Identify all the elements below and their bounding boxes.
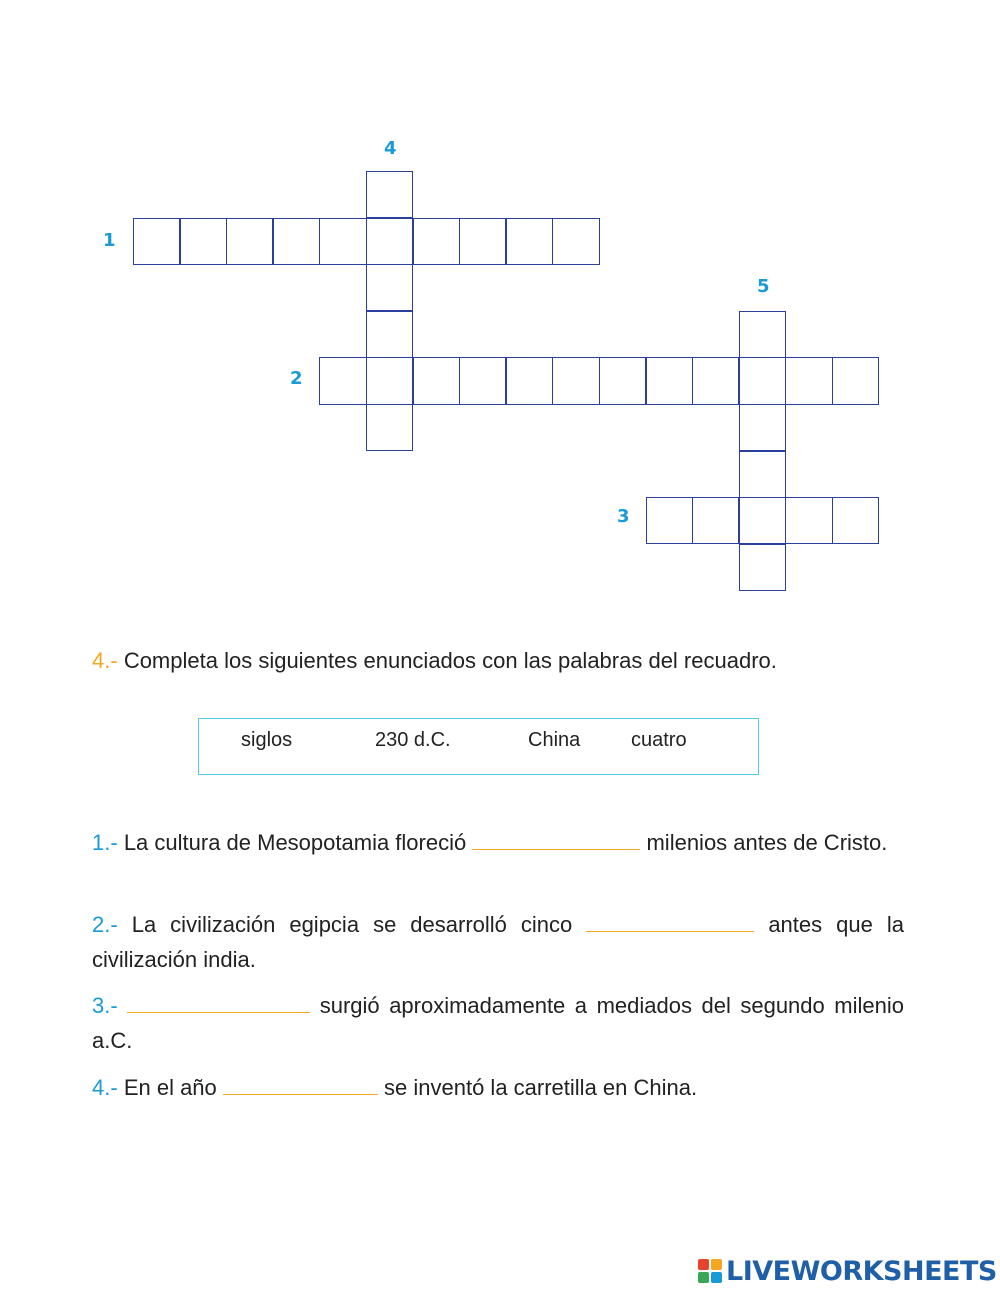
crossword-cell[interactable] — [552, 357, 599, 404]
answer-blank-2[interactable] — [586, 909, 754, 932]
crossword-cell[interactable] — [133, 218, 180, 265]
crossword-cell[interactable] — [366, 171, 413, 218]
crossword-cell[interactable] — [739, 357, 786, 404]
clue-number-2: 2 — [290, 368, 303, 389]
liveworksheets-logo — [698, 1256, 997, 1286]
question-1 — [92, 825, 904, 860]
answer-blank-4[interactable] — [223, 1072, 378, 1095]
logo-text: LIVEWORKSHEETS — [726, 1255, 997, 1287]
clue-number-1: 1 — [103, 230, 116, 251]
question-text: La cultura de Mesopotamia floreció — [123, 830, 467, 855]
crossword-cell[interactable] — [459, 218, 506, 265]
exercise-number: 4.- — [92, 648, 118, 673]
crossword-cell[interactable] — [646, 497, 693, 544]
crossword-cell[interactable] — [459, 357, 506, 404]
logo-tile — [698, 1272, 709, 1283]
instruction-text: Completa los siguientes enunciados con las palabras del recuadro. — [123, 648, 777, 673]
question-text: La civilización egipcia se desarrolló cinco — [131, 912, 573, 937]
crossword-cell[interactable] — [739, 544, 786, 591]
crossword-cell[interactable] — [739, 404, 786, 451]
crossword-cell[interactable] — [552, 218, 599, 265]
question-number: 1.- — [92, 830, 118, 855]
crossword-cell[interactable] — [832, 497, 879, 544]
answer-blank-1[interactable] — [472, 827, 640, 850]
crossword-cell[interactable] — [226, 218, 273, 265]
logo-tiles-icon — [698, 1259, 722, 1283]
crossword-cell[interactable] — [319, 218, 366, 265]
crossword-cell[interactable] — [366, 404, 413, 451]
question-2 — [92, 907, 904, 977]
question-text: surgió aproximadamente a mediados del segundo milenio a.C. — [92, 993, 904, 1053]
crossword-cell[interactable] — [785, 497, 832, 544]
question-text: antes que la civilización india. — [92, 912, 904, 972]
crossword-cell[interactable] — [832, 357, 879, 404]
crossword-cell[interactable] — [785, 357, 832, 404]
crossword-cell[interactable] — [739, 451, 786, 498]
question-4 — [92, 1070, 904, 1105]
clue-number-5: 5 — [757, 276, 770, 297]
crossword-cell[interactable] — [692, 357, 739, 404]
word-bank-item: China — [528, 729, 581, 751]
word-bank-item: siglos — [241, 729, 293, 751]
question-3 — [92, 988, 904, 1058]
logo-tile — [711, 1259, 722, 1270]
crossword-cell[interactable] — [646, 357, 693, 404]
crossword-cell[interactable] — [739, 311, 786, 358]
crossword-cell[interactable] — [599, 357, 646, 404]
logo-tile — [698, 1259, 709, 1270]
crossword-cell[interactable] — [366, 357, 413, 404]
clue-number-4: 4 — [384, 138, 397, 159]
crossword-cell[interactable] — [739, 497, 786, 544]
crossword-cell[interactable] — [319, 357, 366, 404]
question-number: 3.- — [92, 993, 118, 1018]
question-text: se inventó la carretilla en China. — [384, 1075, 698, 1100]
question-text: milenios antes de Cristo. — [646, 830, 888, 855]
crossword-cell[interactable] — [366, 311, 413, 358]
question-number: 2.- — [92, 912, 118, 937]
question-text: En el año — [123, 1075, 217, 1100]
crossword-cell[interactable] — [506, 218, 553, 265]
crossword-cell[interactable] — [366, 218, 413, 265]
word-bank-item: 230 d.C. — [375, 729, 451, 751]
exercise-instruction — [92, 648, 777, 674]
crossword-cell[interactable] — [413, 357, 460, 404]
answer-blank-3[interactable] — [127, 990, 310, 1013]
word-bank — [198, 718, 759, 775]
crossword-cell[interactable] — [692, 497, 739, 544]
crossword-cell[interactable] — [413, 218, 460, 265]
crossword-cell[interactable] — [180, 218, 227, 265]
logo-tile — [711, 1272, 722, 1283]
word-bank-item: cuatro — [631, 729, 687, 751]
clue-number-3: 3 — [617, 506, 630, 527]
crossword-cell[interactable] — [273, 218, 320, 265]
crossword-cell[interactable] — [506, 357, 553, 404]
question-number: 4.- — [92, 1075, 118, 1100]
crossword-cell[interactable] — [366, 264, 413, 311]
